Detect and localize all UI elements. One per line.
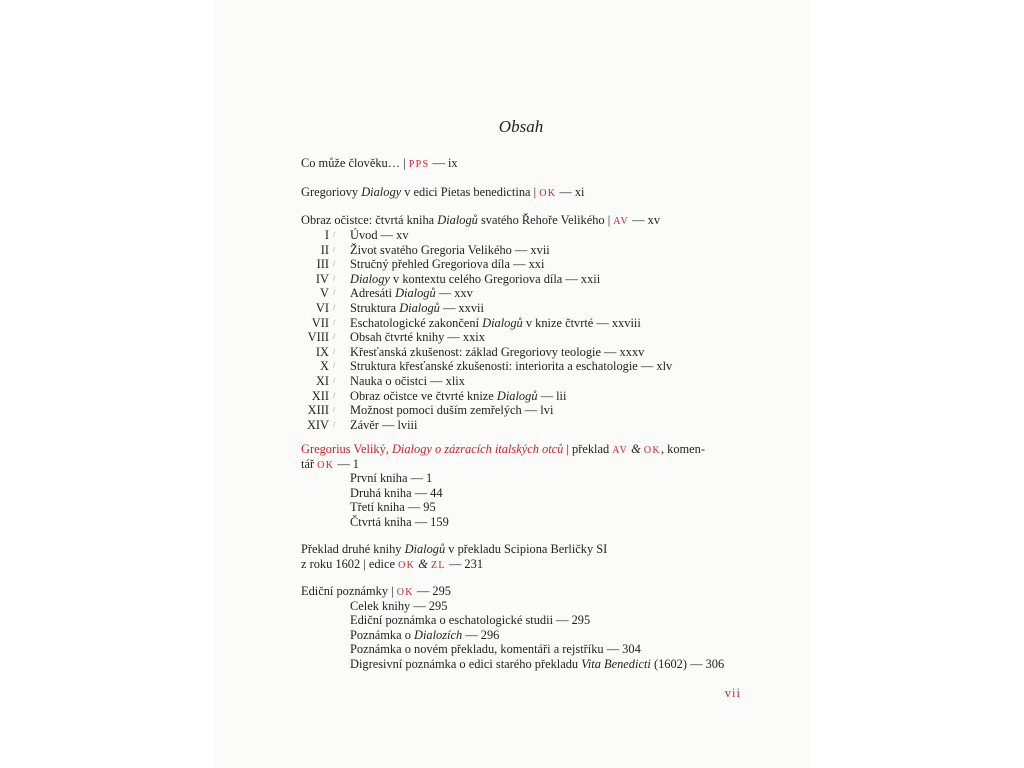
- author-initials: OK: [317, 459, 335, 471]
- book-1: První kniha — 1: [350, 471, 433, 486]
- book-2: Druhá kniha — 44: [350, 485, 443, 500]
- chapter-title: Struktura křesťanské zkušenosti: interiorita a eschatologie — xlv: [350, 359, 673, 374]
- chapter-number: VI: [315, 301, 329, 315]
- author-initials: OK: [539, 188, 557, 199]
- chapter-title: Adresáti Dialogů — xxv: [350, 286, 473, 301]
- toc-entry-study: Obraz očistce: čtvrtá kniha Dialogů svatého Řehoře Velikého | AV — xv: [301, 213, 661, 227]
- author-initials: PPS: [408, 159, 430, 170]
- chapter-title: Závěr — lviii: [350, 417, 418, 432]
- chapter-number: IX: [315, 344, 329, 359]
- chapter-separator: /: [333, 317, 336, 327]
- chapter-separator: /: [333, 419, 336, 429]
- chapter-number: VII: [311, 315, 329, 330]
- toc-entry-notes: Ediční poznámky | OK — 295: [301, 584, 451, 598]
- notes-item-1: Celek knihy — 295: [350, 598, 448, 613]
- chapter-title: Život svatého Gregoria Velikého — xvii: [350, 242, 550, 257]
- notes-item-4: Poznámka o novém překladu, komentáři a rejstříku — 304: [350, 642, 641, 657]
- author-initials: OK: [396, 587, 414, 598]
- chapter-title: Úvod — xv: [350, 228, 409, 242]
- chapter-title: Dialogy v kontextu celého Gregoriova díla — xxii: [350, 271, 601, 286]
- chapter-number: II: [320, 242, 329, 257]
- toc-entry-translation: Gregorius Veliký, Dialogy o zázracích italských otců | překlad AV & OK, komen-: [301, 442, 705, 456]
- author-initials: AV: [613, 216, 630, 227]
- chapter-number: XII: [311, 388, 329, 403]
- author-initials: AV: [612, 445, 629, 456]
- chapter-title: Nauka o očistci — xlix: [350, 374, 465, 388]
- chapter-number: IV: [315, 271, 329, 286]
- page-number: vii: [724, 686, 741, 700]
- toc-entry-edition: Gregoriovy Dialogy v edici Pietas benedictina | OK — xi: [301, 185, 585, 199]
- book-4: Čtvrtá kniha — 159: [350, 515, 449, 529]
- author-initials: ZL: [431, 559, 446, 571]
- toc-entry-old-translation-cont: z roku 1602 | edice OK & ZL — 231: [301, 556, 484, 571]
- chapter-separator: /: [333, 332, 336, 342]
- chapter-number: VIII: [307, 330, 329, 345]
- chapter-number: XIV: [306, 417, 329, 432]
- page-title: Obsah: [498, 117, 544, 136]
- chapter-separator: /: [333, 288, 336, 298]
- chapter-separator: /: [333, 273, 336, 283]
- toc-entry-preface: Co může člověku… | PPS — ix: [301, 156, 458, 170]
- chapter-separator: /: [333, 361, 336, 371]
- notes-item-3: Poznámka o Dialozích — 296: [350, 627, 500, 642]
- chapter-number: X: [320, 359, 329, 374]
- chapter-title: Struktura Dialogů — xxvii: [350, 301, 484, 315]
- book-3: Třetí kniha — 95: [350, 500, 436, 515]
- toc-entry-old-translation: Překlad druhé knihy Dialogů v překladu Scipiona Berličky SI: [301, 542, 608, 556]
- toc-entry-translation-cont: tář OK — 1: [301, 456, 359, 471]
- chapter-number: V: [320, 286, 329, 301]
- chapter-separator: /: [333, 405, 336, 415]
- book-page: [213, 0, 811, 768]
- chapter-title: Eschatologické zakončení Dialogů v knize čtvrté — xxviii: [350, 315, 641, 330]
- chapter-title: Obraz očistce ve čtvrté knize Dialogů — lii: [350, 388, 567, 403]
- author-initials: OK: [643, 445, 661, 456]
- chapter-number: XIII: [307, 403, 329, 418]
- chapter-title: Křesťanská zkušenost: základ Gregoriovy teologie — xxxv: [350, 344, 645, 359]
- chapter-number: III: [316, 257, 329, 272]
- chapter-title: Obsah čtvrté knihy — xxix: [350, 330, 485, 345]
- chapter-number: XI: [315, 374, 329, 388]
- chapter-title: Stručný přehled Gregoriova díla — xxi: [350, 257, 545, 272]
- chapter-separator: /: [333, 230, 336, 239]
- chapter-separator: /: [333, 244, 336, 254]
- author-initials: OK: [398, 559, 416, 571]
- notes-item-2: Ediční poznámka o eschatologické studii — 295: [350, 613, 591, 628]
- chapter-separator: /: [333, 376, 336, 385]
- chapter-separator: /: [333, 390, 336, 400]
- chapter-number: I: [324, 228, 329, 242]
- notes-item-5: Digresivní poznámka o edici starého překladu Vita Benedicti (1602) — 306: [350, 657, 725, 671]
- chapter-separator: /: [333, 303, 336, 312]
- chapter-separator: /: [333, 346, 336, 356]
- chapter-separator: /: [333, 259, 336, 269]
- chapter-title: Možnost pomoci duším zemřelých — lvi: [350, 403, 554, 418]
